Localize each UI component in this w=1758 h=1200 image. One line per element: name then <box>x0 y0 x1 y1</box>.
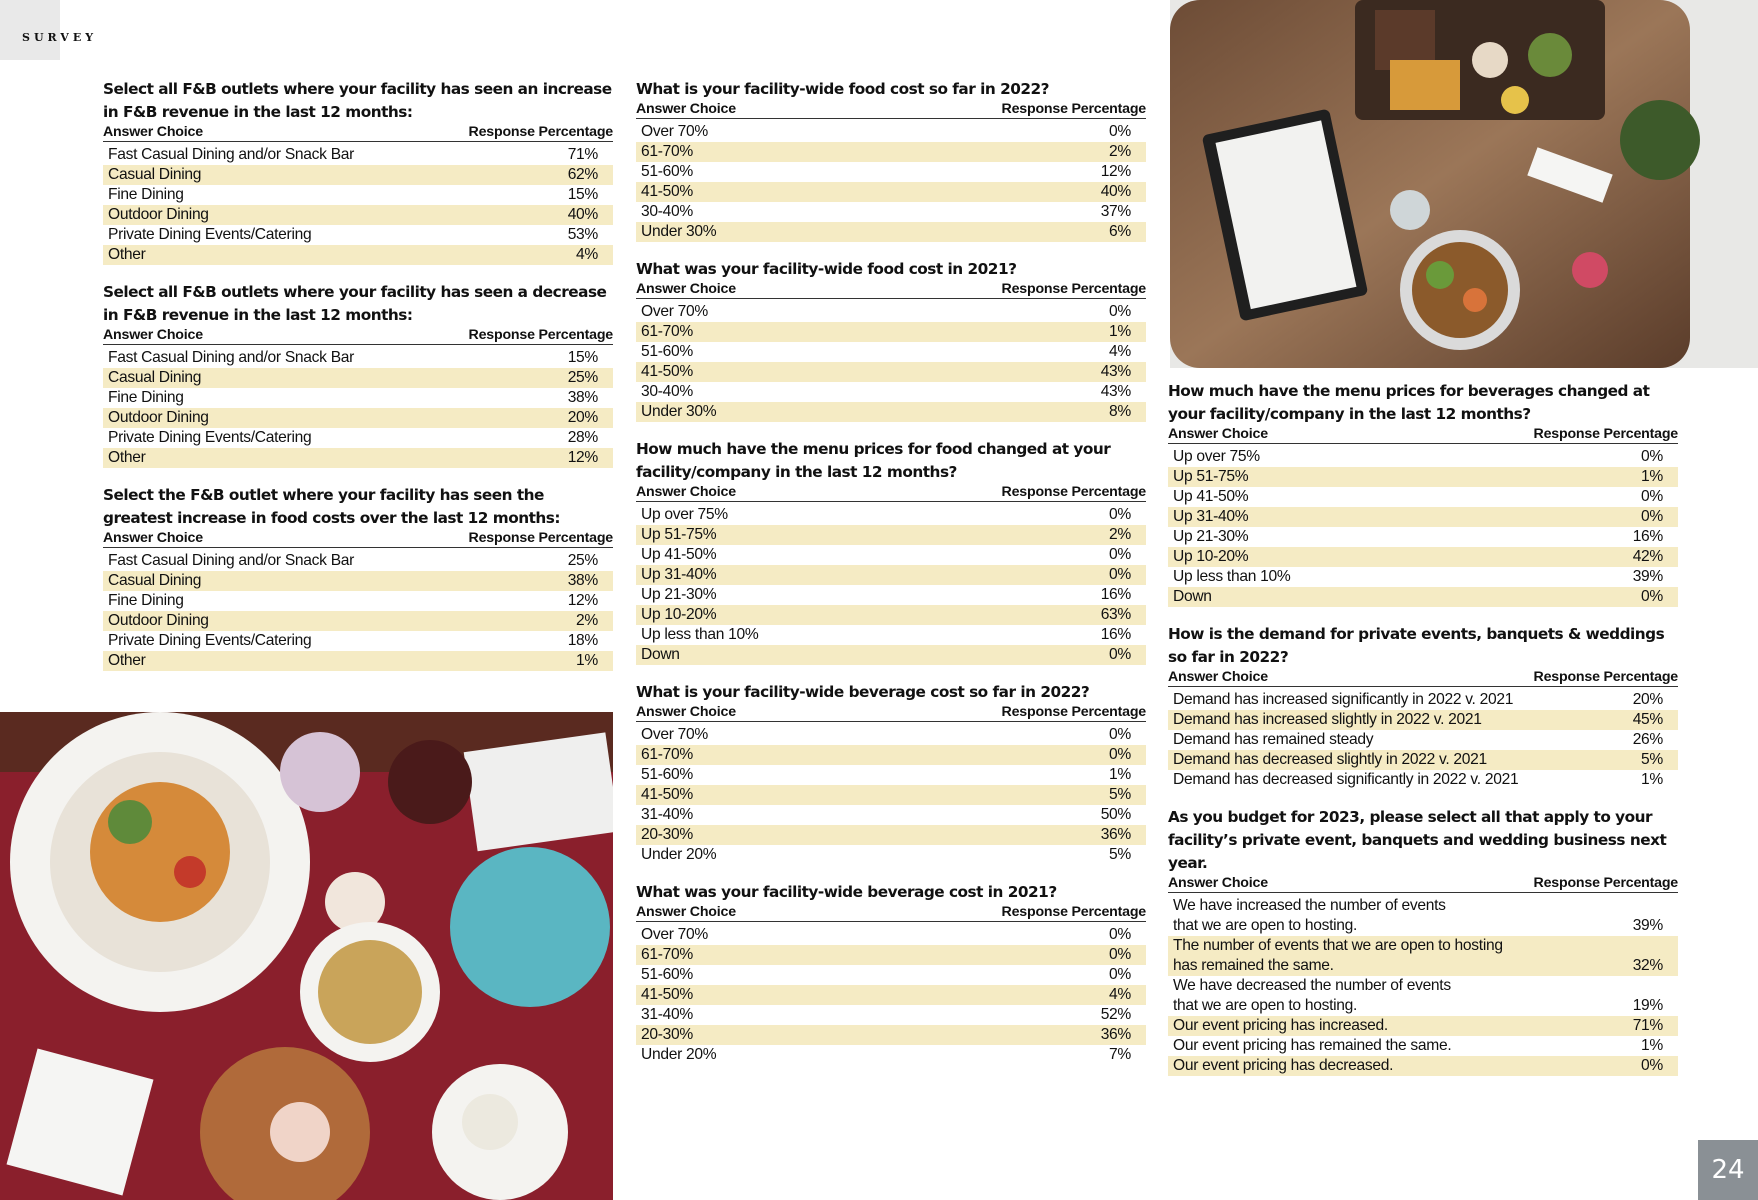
response-percentage: 6% <box>1109 223 1131 240</box>
table-row <box>636 825 1146 845</box>
answer-choice: Fast Casual Dining and/or Snack Bar <box>108 552 355 569</box>
answer-choice: Our event pricing has increased. <box>1173 1017 1388 1034</box>
question-title: What was your facility-wide food cost in 2021? <box>636 260 1017 278</box>
table-row <box>103 408 613 428</box>
answer-choice: Outdoor Dining <box>108 612 209 629</box>
answer-choice: 31-40% <box>641 1006 693 1023</box>
table-row <box>636 1005 1146 1025</box>
response-percentage: 40% <box>1100 183 1131 200</box>
table-row <box>636 645 1146 665</box>
answer-choice: Up 21-30% <box>1173 528 1249 545</box>
response-percentage-header: Response Percentage <box>1001 704 1146 720</box>
table-row <box>1168 750 1678 770</box>
answer-choice: Demand has increased significantly in 2022 v. 2021 <box>1173 691 1514 708</box>
answer-choice: Up 10-20% <box>1173 548 1249 565</box>
response-percentage: 45% <box>1632 711 1663 728</box>
table-header <box>103 327 613 345</box>
response-percentage-header: Response Percentage <box>1533 426 1678 442</box>
table-row <box>636 1025 1146 1045</box>
response-percentage: 16% <box>1632 528 1663 545</box>
response-percentage: 1% <box>1641 468 1663 485</box>
question-title: How much have the menu prices for food changed at your facility/company in the last 12 months? <box>636 440 1111 481</box>
question-title: What was your facility-wide beverage cost in 2021? <box>636 883 1057 901</box>
answer-choice: Up 51-75% <box>1173 468 1249 485</box>
answer-choice: 51-60% <box>641 766 693 783</box>
answer-choice-header: Answer Choice <box>636 904 736 920</box>
table-header <box>636 101 1146 119</box>
answer-choice: Down <box>641 646 680 663</box>
response-percentage: 0% <box>1109 123 1131 140</box>
answer-choice: Fine Dining <box>108 389 184 406</box>
table-row <box>636 362 1146 382</box>
response-percentage: 5% <box>1109 786 1131 803</box>
response-percentage: 1% <box>1641 1037 1663 1054</box>
answer-choice: Other <box>108 449 146 466</box>
response-percentage: 0% <box>1109 303 1131 320</box>
question-section <box>103 281 613 468</box>
table-header <box>1168 426 1678 444</box>
response-percentage: 40% <box>567 206 598 223</box>
answer-choice: Up 41-50% <box>1173 488 1249 505</box>
question-section <box>636 438 1146 665</box>
response-percentage-header: Response Percentage <box>1001 904 1146 920</box>
table-row <box>636 122 1146 142</box>
table-row <box>636 162 1146 182</box>
answer-choice: Casual Dining <box>108 369 202 386</box>
answer-choice: Outdoor Dining <box>108 206 209 223</box>
question-section <box>636 258 1146 422</box>
response-percentage: 18% <box>567 632 598 649</box>
table-row <box>1168 1036 1678 1056</box>
table-row <box>1168 547 1678 567</box>
table-row <box>1168 710 1678 730</box>
response-percentage: 4% <box>1109 343 1131 360</box>
answer-choice: Over 70% <box>641 926 708 943</box>
response-percentage: 12% <box>1100 163 1131 180</box>
answer-choice: 41-50% <box>641 986 693 1003</box>
table-row <box>1168 976 1678 1016</box>
table-row <box>636 525 1146 545</box>
question-title: Select all F&B outlets where your facility has seen a decrease in F&B revenue in the last 12 months: <box>103 283 607 324</box>
question-title: What is your facility-wide food cost so far in 2022? <box>636 80 1050 98</box>
response-percentage: 43% <box>1100 363 1131 380</box>
table-row <box>1168 507 1678 527</box>
response-percentage: 0% <box>1109 726 1131 743</box>
response-percentage: 2% <box>576 612 598 629</box>
table-row <box>636 605 1146 625</box>
answer-choice: Other <box>108 246 146 263</box>
answer-choice: Other <box>108 652 146 669</box>
response-percentage: 43% <box>1100 383 1131 400</box>
response-percentage: 0% <box>1109 966 1131 983</box>
answer-choice: Demand has decreased slightly in 2022 v. 2021 <box>1173 751 1487 768</box>
table-row <box>636 785 1146 805</box>
answer-choice: 61-70% <box>641 323 693 340</box>
answer-choice: 41-50% <box>641 786 693 803</box>
response-percentage: 0% <box>1109 926 1131 943</box>
answer-choice: Fast Casual Dining and/or Snack Bar <box>108 146 355 163</box>
response-percentage: 20% <box>567 409 598 426</box>
table-row <box>636 805 1146 825</box>
table-row <box>103 165 613 185</box>
response-percentage: 2% <box>1109 526 1131 543</box>
table-row <box>636 745 1146 765</box>
question-title: Select all F&B outlets where your facility has seen an increase in F&B revenue in the last 12 months: <box>103 80 612 121</box>
answer-choice: 31-40% <box>641 806 693 823</box>
question-section <box>1168 623 1678 790</box>
answer-choice: 20-30% <box>641 826 693 843</box>
answer-choice: Demand has remained steady <box>1173 731 1374 748</box>
response-percentage: 38% <box>567 572 598 589</box>
response-percentage: 0% <box>1641 448 1663 465</box>
answer-choice: Up less than 10% <box>1173 568 1291 585</box>
question-title: How much have the menu prices for beverages changed at your facility/company in the last 12 months? <box>1168 382 1650 423</box>
table-row <box>1168 447 1678 467</box>
response-percentage: 25% <box>567 369 598 386</box>
table-row <box>636 342 1146 362</box>
table-row <box>1168 730 1678 750</box>
table-row <box>1168 896 1678 936</box>
answer-choice: Under 30% <box>641 403 717 420</box>
answer-choice-header: Answer Choice <box>1168 875 1268 891</box>
table-row <box>1168 467 1678 487</box>
table-row <box>103 388 613 408</box>
answer-choice-header: Answer Choice <box>103 530 203 546</box>
answer-choice: Casual Dining <box>108 166 202 183</box>
response-percentage: 5% <box>1641 751 1663 768</box>
response-percentage: 15% <box>567 186 598 203</box>
answer-choice: Demand has increased slightly in 2022 v. 2021 <box>1173 711 1482 728</box>
survey-column-2 <box>636 78 1146 1081</box>
table-row <box>103 205 613 225</box>
question-section <box>636 681 1146 865</box>
response-percentage: 7% <box>1109 1046 1131 1063</box>
table-row <box>1168 1056 1678 1076</box>
table-row <box>103 448 613 468</box>
response-percentage: 12% <box>567 449 598 466</box>
answer-choice-header: Answer Choice <box>103 124 203 140</box>
response-percentage-header: Response Percentage <box>1001 484 1146 500</box>
table-row <box>1168 770 1678 790</box>
question-section <box>103 78 613 265</box>
answer-choice: Demand has decreased significantly in 2022 v. 2021 <box>1173 771 1519 788</box>
answer-choice: The number of events that we are open to hosting has remained the same. <box>1173 937 1503 974</box>
table-row <box>103 225 613 245</box>
table-row <box>103 145 613 165</box>
table-row <box>636 1045 1146 1065</box>
question-section <box>1168 806 1678 1076</box>
response-percentage: 1% <box>1641 771 1663 788</box>
table-row <box>1168 567 1678 587</box>
answer-choice: 61-70% <box>641 143 693 160</box>
answer-choice: Up less than 10% <box>641 626 759 643</box>
answer-choice-header: Answer Choice <box>636 101 736 117</box>
answer-choice: 61-70% <box>641 746 693 763</box>
answer-choice: Up 51-75% <box>641 526 717 543</box>
table-header <box>636 484 1146 502</box>
response-percentage: 39% <box>1632 917 1663 934</box>
table-row <box>636 182 1146 202</box>
response-percentage: 50% <box>1100 806 1131 823</box>
response-percentage-header: Response Percentage <box>1001 101 1146 117</box>
question-title: What is your facility-wide beverage cost so far in 2022? <box>636 683 1090 701</box>
answer-choice: Our event pricing has remained the same. <box>1173 1037 1452 1054</box>
answer-choice: Up 31-40% <box>641 566 717 583</box>
table-row <box>636 545 1146 565</box>
survey-tab <box>0 0 60 60</box>
answer-choice: 41-50% <box>641 363 693 380</box>
response-percentage: 25% <box>567 552 598 569</box>
table-row <box>1168 936 1678 976</box>
response-percentage: 16% <box>1100 586 1131 603</box>
response-percentage: 36% <box>1100 826 1131 843</box>
answer-choice-header: Answer Choice <box>636 704 736 720</box>
answer-choice: Up 21-30% <box>641 586 717 603</box>
answer-choice: 51-60% <box>641 163 693 180</box>
response-percentage-header: Response Percentage <box>1533 669 1678 685</box>
table-row <box>636 565 1146 585</box>
response-percentage: 0% <box>1109 566 1131 583</box>
response-percentage: 16% <box>1100 626 1131 643</box>
response-percentage-header: Response Percentage <box>468 327 613 343</box>
table-row <box>636 302 1146 322</box>
table-row <box>1168 690 1678 710</box>
question-section <box>636 881 1146 1065</box>
response-percentage: 36% <box>1100 1026 1131 1043</box>
answer-choice: Private Dining Events/Catering <box>108 226 312 243</box>
question-section <box>1168 380 1678 607</box>
table-row <box>636 725 1146 745</box>
table-header <box>636 704 1146 722</box>
response-percentage: 5% <box>1109 846 1131 863</box>
table-header <box>103 530 613 548</box>
response-percentage: 0% <box>1641 508 1663 525</box>
response-percentage-header: Response Percentage <box>1001 281 1146 297</box>
table-row <box>636 965 1146 985</box>
response-percentage: 32% <box>1632 957 1663 974</box>
answer-choice: Under 20% <box>641 846 717 863</box>
response-percentage: 63% <box>1100 606 1131 623</box>
answer-choice: 30-40% <box>641 383 693 400</box>
answer-choice: Our event pricing has decreased. <box>1173 1057 1394 1074</box>
table-row <box>636 382 1146 402</box>
table-row <box>1168 527 1678 547</box>
table-row <box>1168 487 1678 507</box>
answer-choice: 41-50% <box>641 183 693 200</box>
table-row <box>103 348 613 368</box>
table-row <box>103 651 613 671</box>
table-row <box>103 591 613 611</box>
answer-choice: Fast Casual Dining and/or Snack Bar <box>108 349 355 366</box>
response-percentage: 20% <box>1632 691 1663 708</box>
answer-choice-header: Answer Choice <box>103 327 203 343</box>
response-percentage: 2% <box>1109 143 1131 160</box>
dinner-table-photo <box>0 712 613 1200</box>
table-row <box>636 322 1146 342</box>
response-percentage: 38% <box>567 389 598 406</box>
response-percentage: 4% <box>576 246 598 263</box>
table-row <box>103 428 613 448</box>
table-row <box>636 985 1146 1005</box>
table-header <box>1168 669 1678 687</box>
answer-choice-header: Answer Choice <box>636 281 736 297</box>
answer-choice: Fine Dining <box>108 592 184 609</box>
answer-choice: Up 41-50% <box>641 546 717 563</box>
survey-column-1 <box>103 78 613 687</box>
table-row <box>103 245 613 265</box>
answer-choice: Fine Dining <box>108 186 184 203</box>
response-percentage: 62% <box>567 166 598 183</box>
answer-choice: Over 70% <box>641 303 708 320</box>
response-percentage: 37% <box>1100 203 1131 220</box>
table-row <box>636 925 1146 945</box>
answer-choice: Under 30% <box>641 223 717 240</box>
response-percentage: 0% <box>1641 1057 1663 1074</box>
table-row <box>636 585 1146 605</box>
answer-choice: Over 70% <box>641 726 708 743</box>
response-percentage: 12% <box>567 592 598 609</box>
response-percentage: 0% <box>1641 588 1663 605</box>
answer-choice-header: Answer Choice <box>636 484 736 500</box>
table-row <box>103 631 613 651</box>
question-title: As you budget for 2023, please select all that apply to your facility’s private event, banquets and wedding business next year. <box>1168 808 1667 872</box>
answer-choice: Down <box>1173 588 1212 605</box>
response-percentage: 0% <box>1641 488 1663 505</box>
response-percentage: 28% <box>567 429 598 446</box>
answer-choice: We have increased the number of events that we are open to hosting. <box>1173 897 1446 934</box>
response-percentage: 52% <box>1100 1006 1131 1023</box>
answer-choice: Private Dining Events/Catering <box>108 632 312 649</box>
table-row <box>636 505 1146 525</box>
response-percentage: 15% <box>567 349 598 366</box>
table-row <box>103 185 613 205</box>
table-row <box>636 202 1146 222</box>
response-percentage: 0% <box>1109 546 1131 563</box>
table-row <box>636 945 1146 965</box>
answer-choice-header: Answer Choice <box>1168 669 1268 685</box>
table-row <box>636 845 1146 865</box>
response-percentage-header: Response Percentage <box>468 124 613 140</box>
table-header <box>636 281 1146 299</box>
response-percentage: 0% <box>1109 646 1131 663</box>
question-title: How is the demand for private events, banquets & weddings so far in 2022? <box>1168 625 1665 666</box>
table-header <box>1168 875 1678 893</box>
table-header <box>636 904 1146 922</box>
answer-choice: Casual Dining <box>108 572 202 589</box>
response-percentage: 1% <box>1109 766 1131 783</box>
answer-choice: Up 10-20% <box>641 606 717 623</box>
answer-choice: Outdoor Dining <box>108 409 209 426</box>
table-row <box>636 222 1146 242</box>
response-percentage: 71% <box>1632 1017 1663 1034</box>
answer-choice-header: Answer Choice <box>1168 426 1268 442</box>
breakfast-table-photo <box>1170 0 1758 368</box>
response-percentage: 0% <box>1109 946 1131 963</box>
response-percentage: 0% <box>1109 746 1131 763</box>
response-percentage: 53% <box>567 226 598 243</box>
response-percentage: 8% <box>1109 403 1131 420</box>
question-section <box>103 484 613 671</box>
table-row <box>636 625 1146 645</box>
question-section <box>636 78 1146 242</box>
table-row <box>103 368 613 388</box>
response-percentage: 39% <box>1632 568 1663 585</box>
answer-choice: Up over 75% <box>1173 448 1260 465</box>
response-percentage: 19% <box>1632 997 1663 1014</box>
response-percentage: 1% <box>1109 323 1131 340</box>
table-row <box>1168 1016 1678 1036</box>
response-percentage: 71% <box>567 146 598 163</box>
survey-column-3 <box>1168 380 1678 1092</box>
response-percentage: 1% <box>576 652 598 669</box>
table-row <box>636 402 1146 422</box>
answer-choice: 51-60% <box>641 343 693 360</box>
response-percentage: 0% <box>1109 506 1131 523</box>
answer-choice: Over 70% <box>641 123 708 140</box>
table-row <box>103 551 613 571</box>
answer-choice: 51-60% <box>641 966 693 983</box>
question-title: Select the F&B outlet where your facility has seen the greatest increase in food costs over the last 12 months: <box>103 486 561 527</box>
table-row <box>636 765 1146 785</box>
response-percentage: 42% <box>1632 548 1663 565</box>
response-percentage: 4% <box>1109 986 1131 1003</box>
section-label: SURVEY <box>22 31 98 44</box>
response-percentage-header: Response Percentage <box>1533 875 1678 891</box>
page-number: 24 <box>1698 1140 1758 1200</box>
answer-choice: Up over 75% <box>641 506 728 523</box>
table-row <box>103 571 613 591</box>
response-percentage-header: Response Percentage <box>468 530 613 546</box>
answer-choice: Private Dining Events/Catering <box>108 429 312 446</box>
answer-choice: 20-30% <box>641 1026 693 1043</box>
response-percentage: 26% <box>1632 731 1663 748</box>
table-row <box>103 611 613 631</box>
table-header <box>103 124 613 142</box>
answer-choice: Under 20% <box>641 1046 717 1063</box>
answer-choice: 30-40% <box>641 203 693 220</box>
answer-choice: We have decreased the number of events that we are open to hosting. <box>1173 977 1451 1014</box>
answer-choice: Up 31-40% <box>1173 508 1249 525</box>
table-row <box>636 142 1146 162</box>
answer-choice: 61-70% <box>641 946 693 963</box>
table-row <box>1168 587 1678 607</box>
